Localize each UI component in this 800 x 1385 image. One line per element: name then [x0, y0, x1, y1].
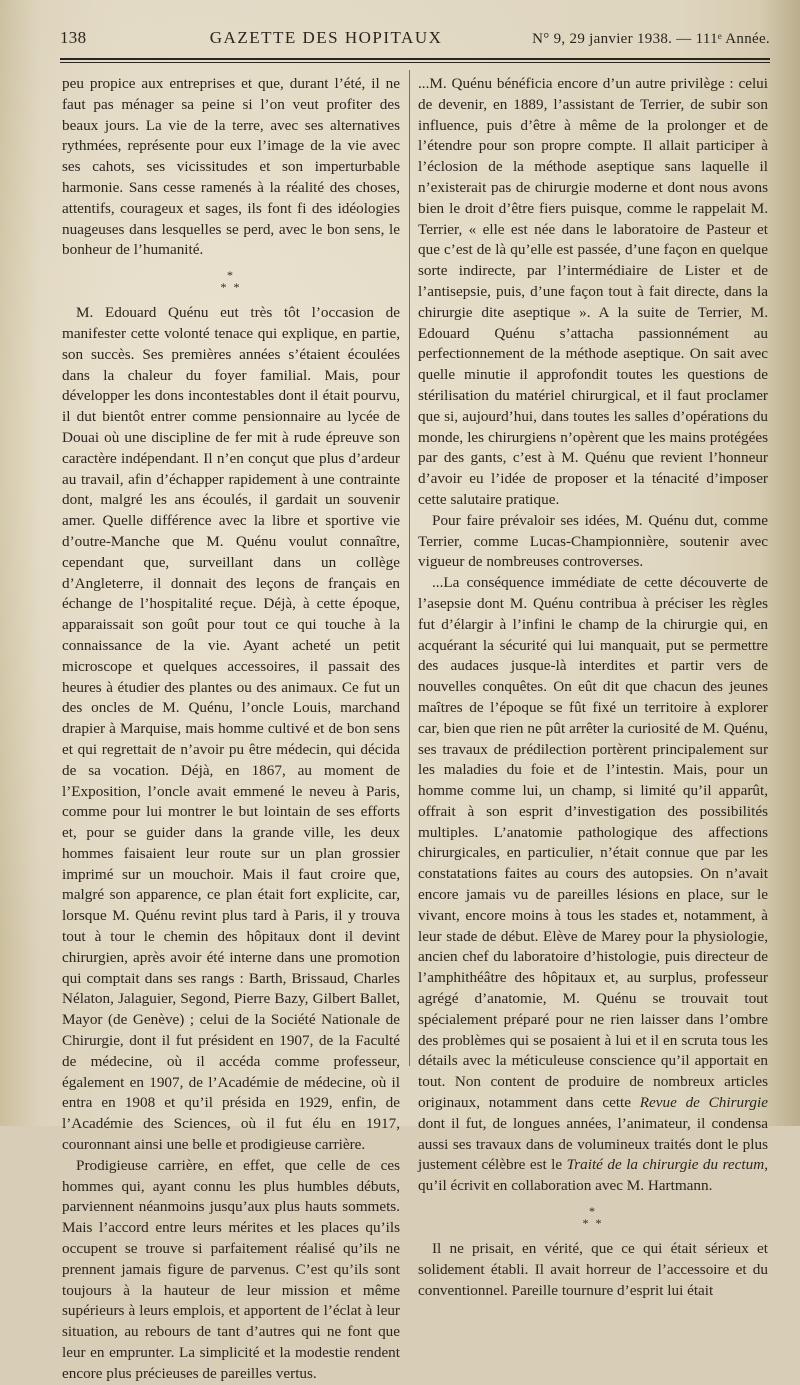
asterism-bottom: * * [220, 280, 242, 295]
asterism-separator [418, 1205, 768, 1229]
right-column [418, 74, 768, 1301]
page-number: 138 [60, 28, 87, 47]
paragraph [418, 573, 768, 1197]
header-rule-thin [60, 62, 770, 63]
paragraph: Il ne prisait, en vérité, que ce qui était sérieux et solidement établi. Il avait horreur de l’accessoire et du conventionnel. Pareille tournure d’esprit lui était [418, 1240, 768, 1299]
left-column [62, 74, 400, 1385]
paragraph-text: dont il fut, de longues années, l’animateur, il condensa aussi ses travaux dans de volumineux traités dont le plus justement célèbre est le [418, 1114, 768, 1174]
paragraph: peu propice aux entreprises et que, durant l’été, il ne faut pas ménager sa peine si l’on veut profiter des beaux jours. La vie de la terre, avec ses alternatives rythmées, représente pour eux l’image de la vie avec ses cahots, ses vicissitudes et son imperturbable harmonie. Sans cesse ramenés à la réalité des choses, attentifs, courageux et sages, ils font fi des idéologies nuageuses dans lesquelles se perd, avec le bon sens, le bonheur de l’humanité. [62, 75, 400, 259]
paragraph: Prodigieuse carrière, en effet, que celle de ces hommes qui, ayant connu les plus humbles débuts, parviennent néanmoins jusqu’aux plus hauts sommets. Mais l’accord entre leurs mérites et les places qu’ils occupent se trouve si parfaitement réalisé qu’ils ne prennent jamais figure de parvenus. C’est qu’ils sont toujours à la hauteur de leur mission et même supérieurs à leurs emplois, et apportent de l’éclat à leur situation, au rebours de tant d’autres qui ne font que leur en emprunter. La simplicité et la modestie rendent encore plus précieuses de pareilles vertus. [62, 1156, 400, 1382]
asterism-top: * [589, 1204, 597, 1219]
paragraph-text: , qu’il écrivit en collaboration avec M. Hartmann. [418, 1156, 768, 1195]
page-header [60, 28, 770, 56]
issue-info: N° 9, 29 janvier 1938. — 111ᵉ Année. [532, 31, 770, 47]
paragraph: Pour faire prévaloir ses idées, M. Quénu dut, comme Terrier, comme Lucas-Championnière, soutenir avec vigueur de nombreuses controverses. [418, 511, 768, 571]
asterism-bottom: * * [582, 1216, 604, 1231]
column-divider [409, 70, 410, 1066]
paragraph: ...M. Quénu bénéficia encore d’un autre privilège : celui de devenir, en 1889, l’assistant de Terrier, de subir son influence, puis d’être à même de la prolonger et de l’étendre pour son propre compte. Il allait participer à l’éclosion de la méthode aseptique sans laquelle il n’existerait pas de chirurgie moderne et dont nous avons bien le droit d’être fiers puisque, comme le rappelait M. Terrier, « elle est née dans le laboratoire de Pasteur et que c’est de là qu’elle est passée, d’une façon en quelque sorte indirecte, par l’intermédiaire de Lister et de l’antisepsie, puis, d’une façon tout à fait directe, dans la chirurgie dite aseptique ». A la suite de Terrier, M. Edouard Quénu s’attacha passionnément au perfectionnement de la méthode aseptique. On sait avec quelle minutie il approfondit toutes les questions de stérilisation du matériel chirurgical, et il faut proclamer que si, aujourd’hui, dans toutes les salles d’opérations du monde, les chirurgiens n’opèrent que les mains protégées par des gants, c’est à M. Quénu que revient l’honneur d’avoir eu l’idée de proposer et la ténacité d’imposer cette salutaire pratique. [418, 75, 768, 508]
journal-name: Revue de Chirurgie [639, 1094, 768, 1112]
journal-title: GAZETTE DES HOPITAUX [209, 28, 443, 47]
asterism-separator [62, 269, 400, 293]
treatise-title: Traité de la chirurgie du rectum [566, 1156, 765, 1174]
asterism-top: * [227, 268, 235, 283]
header-rule [60, 58, 770, 60]
paragraph-text: ...La conséquence immédiate de cette découverte de l’asepsie dont M. Quénu contribua à préciser les règles fut d’élargir à l’infini le champ de la chirurgie qui, en acquérant la sécurité qui lui manquait, put se permettre des audaces jusque-là interdites et partir vers de nouvelles conquêtes. On eût dit que chacun des jeunes maîtres de l’époque se fût fixé un territoire à explorer car, bien que rien ne pût arrêter la curiosité de M. Quénu, ses travaux de prédilection portèrent principalement sur les maladies du foie et de l’intestin. Mais, pour un homme comme lui, un champ, si limité qu’il apparût, offrait à son esprit d’investigation des possibilités multiples. L’anatomie pathologique des affections chirurgicales, en particulier, n’était connue que par les constatations faites au cours des autopsies. On n’avait encore jamais vu de pareilles lésions en place, sur le vivant, encore moins à tous les stades et, notamment, à leur stade de début. Elève de Marey pour la physiologie, ancien chef du laboratoire d’histologie, puis directeur de l’amphithéâtre des hôpitaux et, au surplus, professeur agrégé d’anatomie, M. Quénu se trouvait tout spécialement préparé pour ne rien laisser dans l’ombre des problèmes qui se posaient à lui et il en scruta tous les détails avec la méticuleuse conscience qu’il apportait en tout. Non content de produire de nombreux articles originaux, notamment dans cette [418, 574, 768, 1112]
paragraph: M. Edouard Quénu eut très tôt l’occasion de manifester cette volonté tenace qui explique, en partie, son succès. Ses premières années s’étaient écoulées dans la chaleur du foyer familial. Mais, pour développer les dons incontestables dont il était pourvu, il dut bientôt entrer comme pensionnaire au lycée de Douai où une discipline de fer mit à rude épreuve son caractère indépendant. Il n’en conçut que plus d’ardeur au travail, afin d’échapper rapidement à une contrainte dont, malgré les ans écoulés, il gardait un souvenir amer. Quelle différence avec la libre et sportive vie d’outre-Manche que M. Quénu voulut connaître, cependant que, surveillant dans un collège d’Angleterre, il donnait des leçons de français en échange de l’hospitalité reçue. Déjà, à cette époque, apparaissait son goût pour tout ce qui touche à la connaissance de la vie. Ayant acheté un petit microscope et quelques accessoires, il passait des heures à étudier des plantes ou des animaux. Ce fut un des oncles de M. Quénu, l’oncle Louis, marchand drapier à Marquise, mais homme cultivé et de bon sens et qui regrettait de n’avoir pu être médecin, qui décida de sa vocation. Déjà, en 1867, au moment de l’Exposition, l’oncle avait emmené le neveu à Paris, comme pour lui montrer le but lointain de ses efforts et, pour se guider dans la grande ville, les deux hommes faisaient leur route sur un plan grossier imprimé sur un mouchoir. Mais il faut croire que, malgré son apparence, ce plan était fort explicite, car, lorsque M. Quénu revint plus tard à Paris, il y trouva tout à tour le chemin des hôpitaux dont il devint chirurgien, après avoir été interne dans une promotion qui comptait dans ses rangs : Barth, Brissaud, Charles Nélaton, Jalaguier, Segond, Pierre Bazy, Gilbert Ballet, Mayor (de Genève) ; celui de la Société Nationale de Chirurgie, dont il fut président en 1907, de la Faculté de médecine, où il accéda comme professeur, également en 1907, de l’Académie de médecine, où il entra en 1908 et qu’il présida en 1929, enfin, de l’Académie des Sciences, où il fut élu en 1917, couronnant ainsi une belle et prodigieuse carrière. [62, 304, 400, 1154]
